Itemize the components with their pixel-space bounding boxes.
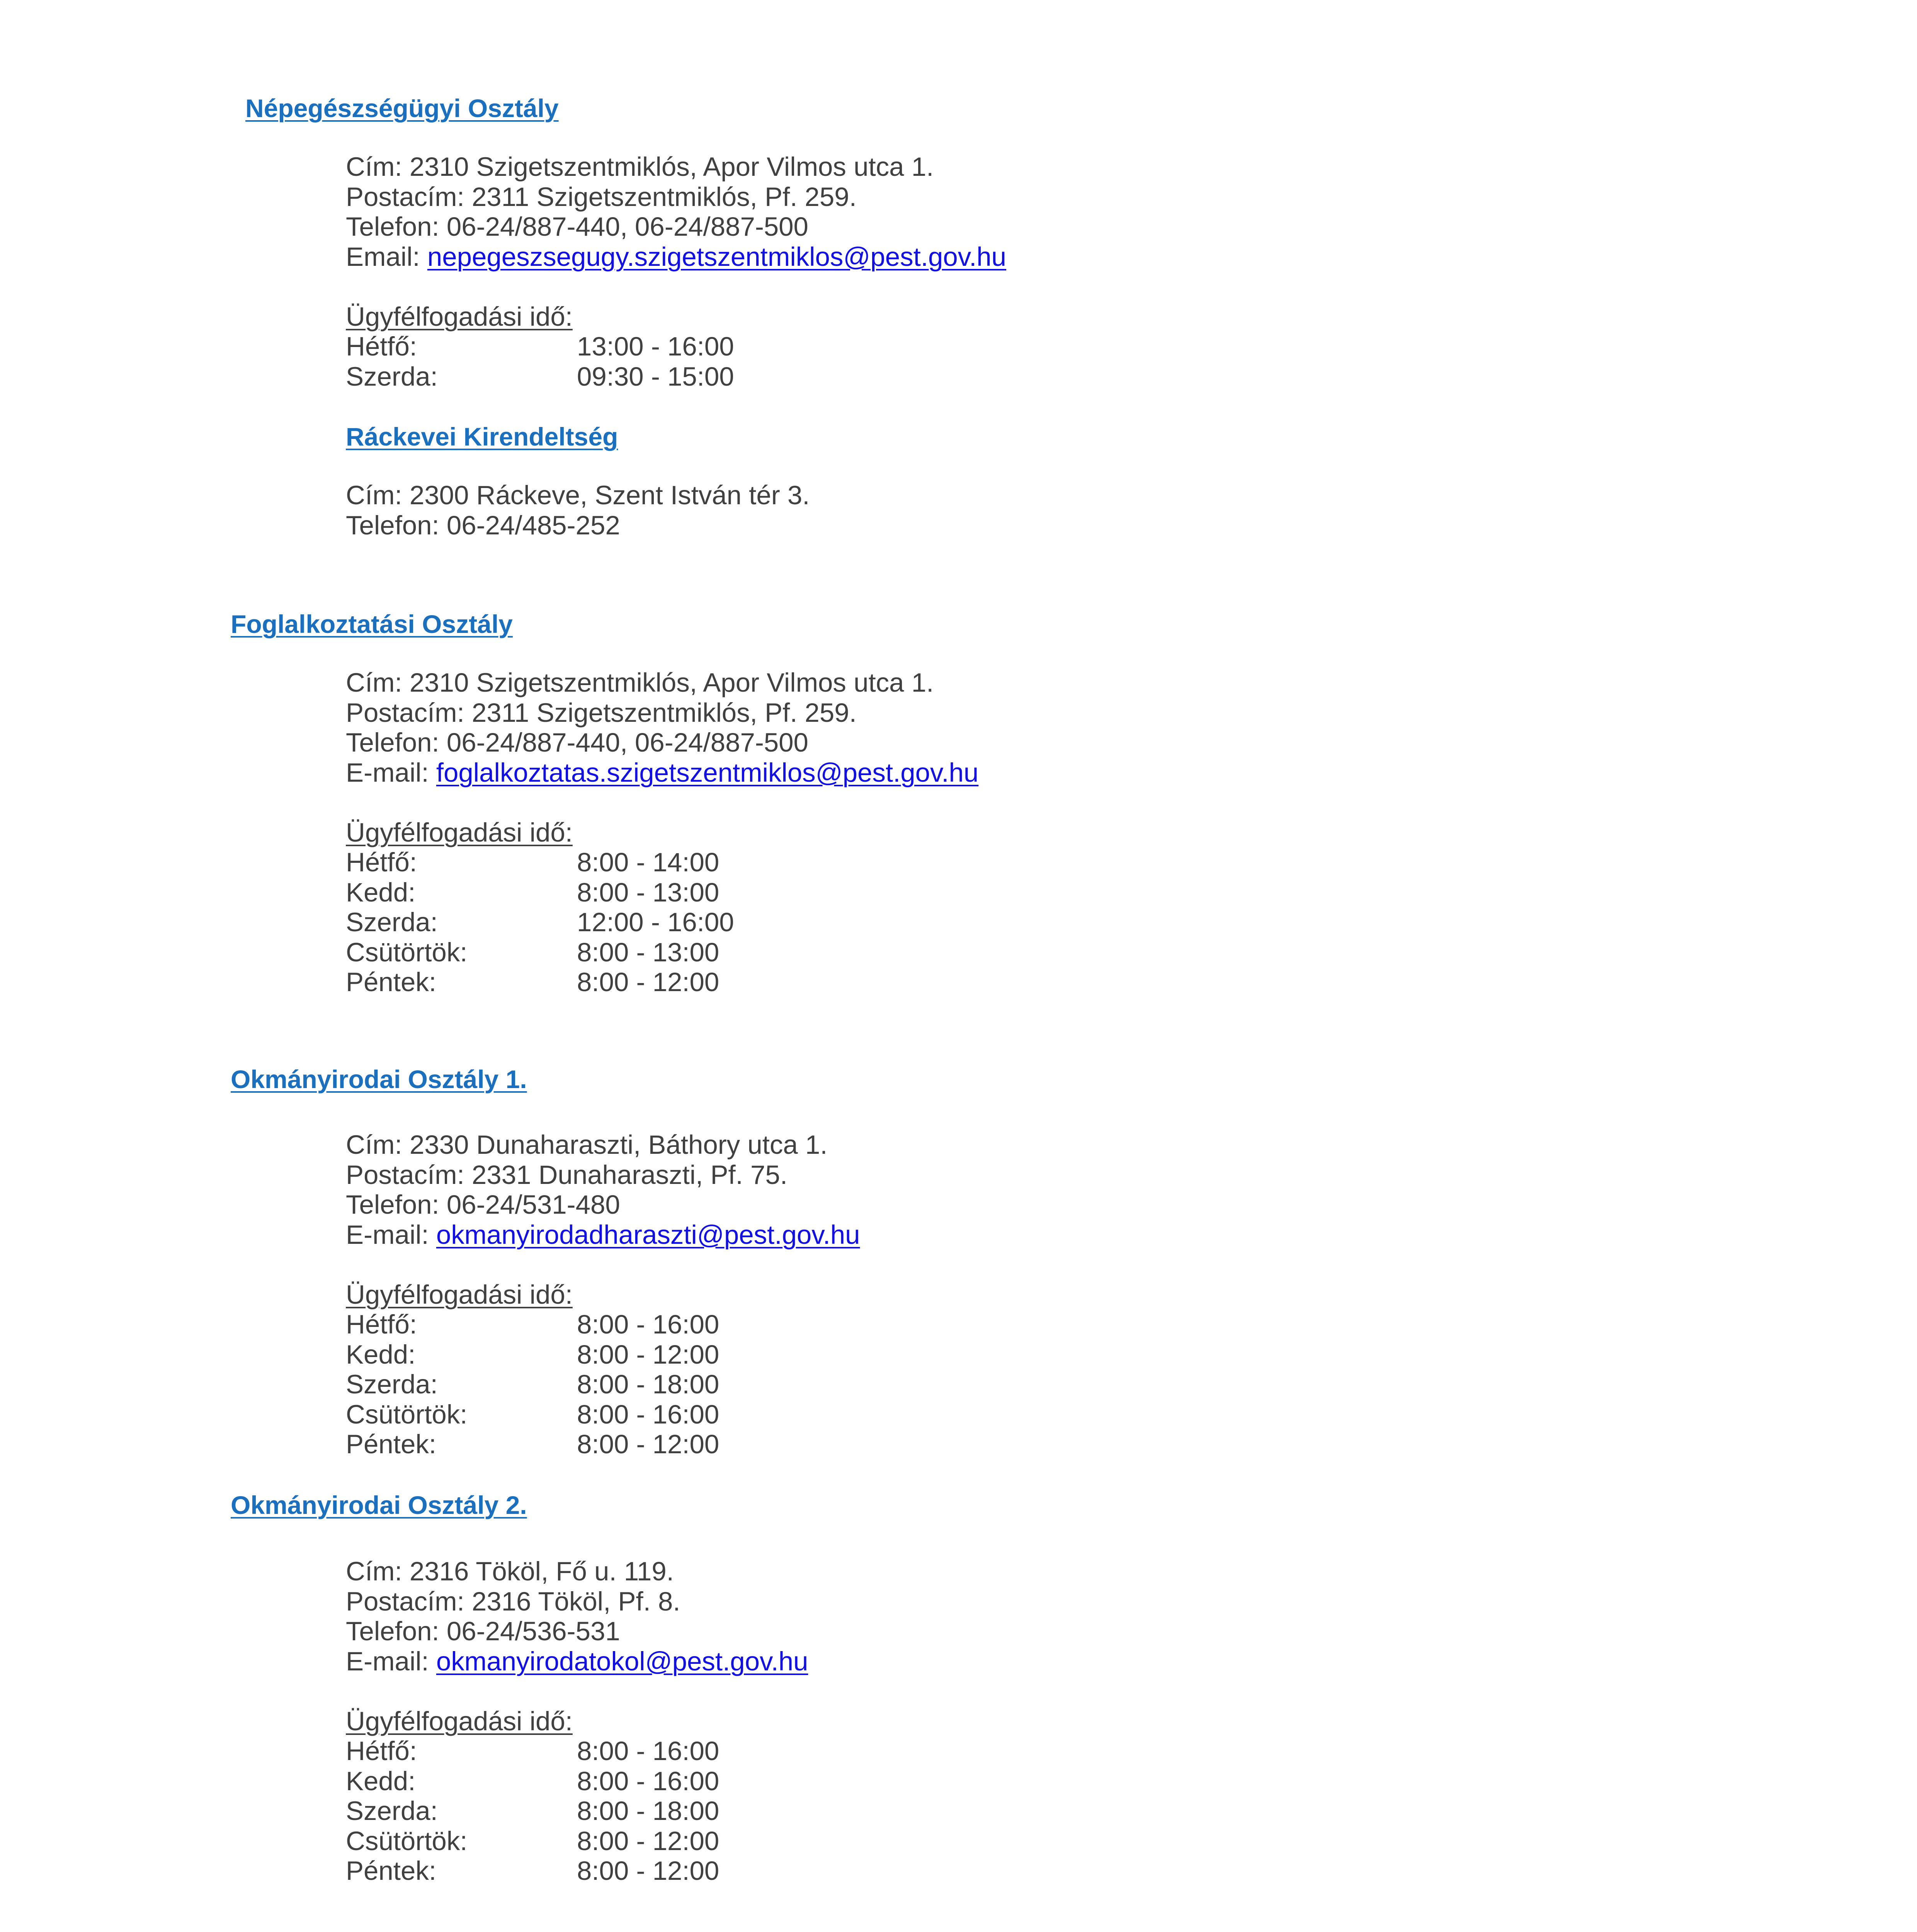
hours-time: 8:00 - 13:00 — [577, 877, 720, 907]
hours-day: Hétfő: — [346, 1310, 417, 1339]
hours-day: Szerda: — [346, 1369, 438, 1399]
address-line: Cím: 2316 Tököl, Fő u. 119. — [346, 1556, 674, 1586]
hours-time: 8:00 - 16:00 — [577, 1310, 720, 1339]
section-heading[interactable]: Népegészségügyi Osztály — [245, 94, 559, 122]
hours-day: Csütörtök: — [346, 1826, 468, 1856]
subsection-details — [346, 480, 810, 540]
hours-row — [346, 1796, 808, 1826]
hours-time: 09:30 - 15:00 — [577, 361, 734, 391]
hours-time: 13:00 - 16:00 — [577, 332, 734, 361]
hours-time: 8:00 - 16:00 — [577, 1766, 720, 1796]
hours-time: 8:00 - 12:00 — [577, 1429, 720, 1459]
email-label: E-mail: — [346, 1646, 436, 1676]
hours-row — [346, 1400, 860, 1430]
hours-day: Szerda: — [346, 907, 438, 937]
address-line: Cím: 2300 Ráckeve, Szent István tér 3. — [346, 480, 810, 510]
hours-day: Péntek: — [346, 1856, 436, 1886]
phone-line: Telefon: 06-24/887-440, 06-24/887-500 — [346, 212, 808, 242]
subsection-heading[interactable]: Ráckevei Kirendeltség — [346, 422, 618, 451]
section-details — [346, 1130, 860, 1459]
hours-day: Csütörtök: — [346, 1399, 468, 1429]
email-label: E-mail: — [346, 757, 436, 787]
email-link[interactable]: okmanyirodadharaszti@pest.gov.hu — [436, 1219, 860, 1250]
section-heading[interactable]: Okmányirodai Osztály 1. — [231, 1065, 527, 1094]
section-details — [346, 1556, 808, 1886]
hours-row — [346, 1429, 860, 1459]
hours-time: 8:00 - 18:00 — [577, 1369, 720, 1399]
phone-line: Telefon: 06-24/485-252 — [346, 510, 620, 540]
hours-label: Ügyfélfogadási idő: — [346, 817, 573, 847]
hours-row — [346, 937, 978, 968]
hours-time: 8:00 - 18:00 — [577, 1796, 720, 1826]
section-heading[interactable]: Okmányirodai Osztály 2. — [231, 1491, 527, 1519]
email-line — [346, 242, 1006, 272]
address-line: Cím: 2330 Dunaharaszti, Báthory utca 1. — [346, 1130, 828, 1160]
hours-row — [346, 847, 978, 878]
postal-line: Postacím: 2331 Dunaharaszti, Pf. 75. — [346, 1160, 788, 1190]
hours-time: 8:00 - 14:00 — [577, 847, 720, 877]
email-label: Email: — [346, 242, 427, 272]
phone-line: Telefon: 06-24/536-531 — [346, 1616, 620, 1646]
hours-time: 8:00 - 13:00 — [577, 937, 720, 967]
hours-label: Ügyfélfogadási idő: — [346, 301, 573, 332]
hours-day: Péntek: — [346, 1429, 436, 1459]
hours-label: Ügyfélfogadási idő: — [346, 1279, 573, 1310]
email-line — [346, 1220, 860, 1250]
hours-row — [346, 967, 978, 997]
hours-day: Szerda: — [346, 361, 438, 391]
section-heading[interactable]: Foglalkoztatási Osztály — [231, 610, 513, 638]
hours-time: 8:00 - 12:00 — [577, 1826, 720, 1856]
postal-line: Postacím: 2316 Tököl, Pf. 8. — [346, 1586, 680, 1616]
hours-day: Kedd: — [346, 877, 416, 907]
hours-day: Kedd: — [346, 1766, 416, 1796]
hours-row — [346, 1369, 860, 1400]
hours-row — [346, 907, 978, 937]
section-details — [346, 668, 978, 997]
hours-day: Hétfő: — [346, 332, 417, 361]
hours-row — [346, 1736, 808, 1766]
email-link[interactable]: foglalkoztatas.szigetszentmiklos@pest.gov.hu — [436, 757, 979, 787]
hours-row — [346, 1766, 808, 1796]
hours-time: 8:00 - 16:00 — [577, 1399, 720, 1429]
hours-time: 8:00 - 16:00 — [577, 1736, 720, 1766]
hours-day: Péntek: — [346, 967, 436, 997]
hours-row — [346, 1856, 808, 1886]
section-details — [346, 152, 1006, 391]
hours-day: Kedd: — [346, 1339, 416, 1369]
hours-day: Csütörtök: — [346, 937, 468, 967]
hours-label: Ügyfélfogadási idő: — [346, 1706, 573, 1736]
hours-row — [346, 1826, 808, 1856]
phone-line: Telefon: 06-24/887-440, 06-24/887-500 — [346, 728, 808, 757]
postal-line: Postacím: 2311 Szigetszentmiklós, Pf. 259. — [346, 182, 857, 212]
hours-row — [346, 362, 1006, 392]
hours-day: Szerda: — [346, 1796, 438, 1826]
hours-row — [346, 1340, 860, 1370]
address-line: Cím: 2310 Szigetszentmiklós, Apor Vilmos utca 1. — [346, 668, 934, 697]
hours-day: Hétfő: — [346, 1736, 417, 1766]
hours-row — [346, 878, 978, 908]
postal-line: Postacím: 2311 Szigetszentmiklós, Pf. 259. — [346, 697, 857, 728]
email-line — [346, 758, 978, 788]
hours-time: 8:00 - 12:00 — [577, 1856, 720, 1886]
email-line — [346, 1646, 808, 1677]
hours-time: 8:00 - 12:00 — [577, 967, 720, 997]
email-link[interactable]: nepegeszsegugy.szigetszentmiklos@pest.gov.hu — [427, 242, 1007, 272]
hours-row — [346, 1310, 860, 1340]
hours-row — [346, 332, 1006, 362]
email-link[interactable]: okmanyirodatokol@pest.gov.hu — [436, 1646, 808, 1676]
hours-time: 8:00 - 12:00 — [577, 1339, 720, 1369]
hours-time: 12:00 - 16:00 — [577, 907, 734, 937]
hours-day: Hétfő: — [346, 847, 417, 877]
phone-line: Telefon: 06-24/531-480 — [346, 1190, 620, 1219]
email-label: E-mail: — [346, 1219, 436, 1250]
address-line: Cím: 2310 Szigetszentmiklós, Apor Vilmos utca 1. — [346, 152, 934, 182]
